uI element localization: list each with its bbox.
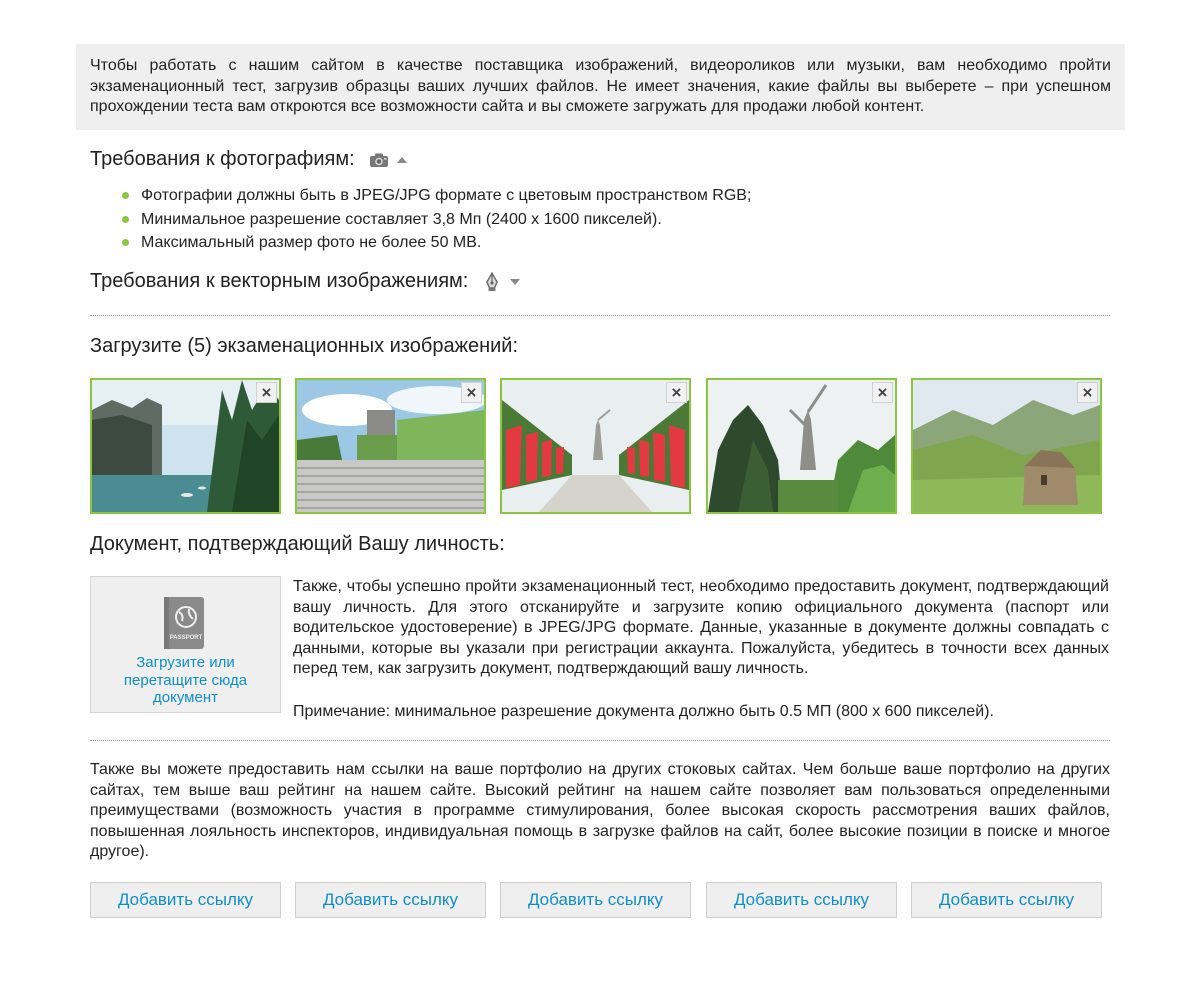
list-item: Максимальный размер фото не более 50 MB.	[120, 231, 751, 255]
collapse-arrow-icon[interactable]	[397, 157, 407, 163]
exam-image-4[interactable]	[706, 378, 897, 514]
remove-image-button[interactable]: ×	[872, 382, 893, 403]
photo-memorial-stairs	[297, 380, 484, 512]
remove-image-button[interactable]: ×	[461, 382, 482, 403]
photo-alley-red-flags	[502, 380, 689, 512]
remove-image-button[interactable]: ×	[256, 382, 277, 403]
vector-requirements-toggle[interactable]	[90, 270, 520, 293]
intro-notice: Чтобы работать с нашим сайтом в качестве поставщика изображений, видеороликов или музыки, вам необходимо пройти экзаменационный тест, загрузив образцы ваших лучших файлов. Не имеет значения, какие файлы вы выберете – при успешном прохождении теста вам откроются все возможности сайта и вы сможете загружать для продажи любой контент.	[76, 44, 1125, 130]
add-link-button[interactable]: Добавить ссылку	[500, 882, 691, 918]
upload-title: Загрузите (5) экзаменационных изображений:	[90, 335, 519, 357]
remove-image-button[interactable]: ×	[1077, 382, 1098, 403]
remove-image-button[interactable]: ×	[666, 382, 687, 403]
document-description: Также, чтобы успешно пройти экзаменационный тест, необходимо предоставить документ, подтверждающий вашу личность. Для этого отсканируйте и загрузите копию официального документа (паспорт или водительское удостоверение) в JPEG/JPG формате. Данные, указанные в документе должны совпадать с данными, которые вы указали при регистрации аккаунта. Пожалуйста, убедитесь в точности всех данных перед тем, как загрузить документ, подтверждающий вашу личность.	[293, 578, 1109, 677]
photo-mountains-tower	[913, 380, 1100, 512]
add-link-button[interactable]: Добавить ссылку	[90, 882, 281, 918]
list-item: Минимальное разрешение составляет 3,8 Мп (2400 x 1600 пикселей).	[120, 208, 751, 232]
document-upload-dropzone[interactable]	[90, 576, 281, 713]
photo-requirements-list	[120, 184, 751, 255]
add-link-button[interactable]: Добавить ссылку	[706, 882, 897, 918]
camera-icon	[369, 150, 389, 170]
exam-image-2[interactable]	[295, 378, 486, 514]
add-link-button[interactable]: Добавить ссылку	[295, 882, 486, 918]
passport-icon	[162, 595, 206, 651]
divider	[90, 315, 1110, 316]
pen-nib-icon	[482, 272, 502, 292]
expand-arrow-icon[interactable]	[510, 279, 520, 285]
exam-image-1[interactable]	[90, 378, 281, 514]
vector-requirements-title: Требования к векторным изображениям:	[90, 270, 469, 292]
svg-text:PASSPORT: PASSPORT	[169, 635, 203, 641]
photo-statue-trees	[708, 380, 895, 512]
photo-lake-cliffs	[92, 380, 279, 512]
photo-requirements-toggle[interactable]	[90, 148, 407, 171]
document-title: Документ, подтверждающий Вашу личность:	[90, 533, 505, 555]
exam-image-3[interactable]	[500, 378, 691, 514]
document-note: Примечание: минимальное разрешение документа должно быть 0.5 МП (800 x 600 пикселей).	[293, 703, 994, 720]
portfolio-description: Также вы можете предоставить нам ссылки на ваше портфолио на других стоковых сайтах. Чем больше ваше портфолио на других сайтах, тем выше ваш рейтинг на нашем сайте. Высокий рейтинг на нашем сайте позволяет вам пользоваться определенными преимуществами (возможность участия в программе стимулирования, более высокая скорость рассмотрения ваших файлов, повышенная лояльность инспекторов, индивидуальная помощь в загрузке файлов на сайт, более высокие позиции в поиске и многое другое).	[90, 761, 1110, 860]
add-link-button[interactable]: Добавить ссылку	[911, 882, 1102, 918]
exam-image-5[interactable]	[911, 378, 1102, 514]
photo-requirements-title: Требования к фотографиям:	[90, 148, 355, 170]
document-upload-link[interactable]: Загрузите или перетащите сюда документ	[123, 654, 248, 706]
list-item: Фотографии должны быть в JPEG/JPG формате с цветовым пространством RGB;	[120, 184, 751, 208]
divider	[90, 740, 1110, 741]
